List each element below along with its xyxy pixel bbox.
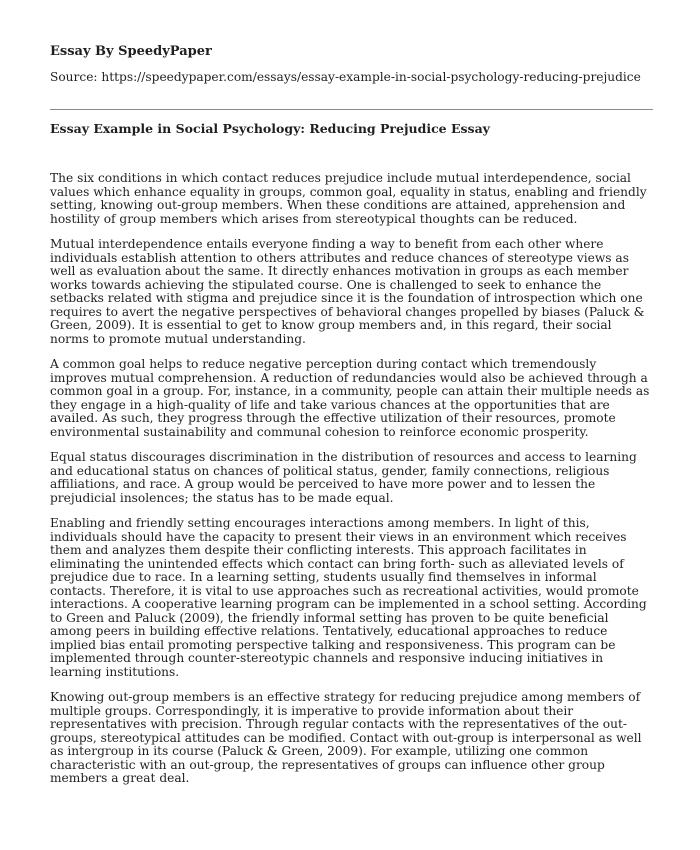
brand-heading: Essay By SpeedyPaper: [50, 44, 212, 59]
paragraph: Equal status discourages discrimination in the distribution of resources and access to learning and educational status on chances of political status, gender, family connections, religious affiliations, and race. A group would be perceived to have more power and to lessen the prejudicial insolences; the status has to be made equal.: [50, 450, 637, 505]
paragraph: Knowing out-group members is an effective strategy for reducing prejudice among members of multiple groups. Correspondingly, it is imperative to provide information about their representatives with precision. Through regular contacts with the representatives of the out-groups, stereotypical attitudes can be modified. Contact with out-group is interpersonal as well as intergroup in its course (Paluck & Green, 2009). For example, utilizing one common characteristic with an out-group, the representatives of groups can influence other group members a great deal.: [50, 690, 642, 785]
paragraph: A common goal helps to reduce negative perception during contact which tremendously improves mutual comprehension. A reduction of redundancies would also be achieved through a common goal in a group. For, instance, in a community, people can attain their multiple needs as they engage in a high-quality of life and take various chances at the opportunities that are availed. As such, they progress through the effective utilization of their resources, promote environmental sustainability and communal cohesion to reinforce economic prosperity.: [50, 357, 650, 439]
essay-body: [50, 172, 653, 798]
paragraph: Mutual interdependence entails everyone finding a way to benefit from each other where individuals establish attention to others attributes and reduce chances of stereotype views as well as evaluation about the same. It directly enhances motivation in groups as each member works towards achieving the stipulated course. One is challenged to seek to enhance the setbacks related with stigma and prejudice since it is the foundation of introspection which one requires to avert the negative perspectives of behavioral changes propelled by biases (Paluck & Green, 2009). It is essential to get to know group members and, in this regard, their social norms to promote mutual understanding.: [50, 237, 645, 346]
paragraph: Enabling and friendly setting encourages interactions among members. In light of this, individuals should have the capacity to present their views in an environment which receives them and analyzes them despite their conflicting interests. This approach facilitates in eliminating the unintended effects which contact can bring forth- such as alleviated levels of prejudice due to race. In a learning setting, students usually find themselves in informal contacts. Therefore, it is vital to use approaches such as recreational activities, would promote interactions. A cooperative learning program can be implemented in a school setting. According to Green and Paluck (2009), the friendly informal setting has proven to be quite beneficial among peers in building effective relations. Tentatively, educational approaches to reduce implied bias entail promoting perspective talking and responsiveness. This program can be implemented through counter-stereotypic channels and responsive inducing initiatives in learning institutions.: [50, 516, 647, 679]
source-line: Source: https://speedypaper.com/essays/essay-example-in-social-psychology-reducing-prejudice: [50, 70, 641, 84]
header-divider: [50, 109, 653, 110]
paragraph: The six conditions in which contact reduces prejudice include mutual interdependence, social values which enhance equality in groups, common goal, equality in status, enabling and friendly setting, knowing out-group members. When these conditions are attained, apprehension and hostility of group members which arises from stereotypical thoughts can be reduced.: [50, 171, 647, 226]
essay-title: Essay Example in Social Psychology: Reducing Prejudice Essay: [50, 121, 490, 136]
